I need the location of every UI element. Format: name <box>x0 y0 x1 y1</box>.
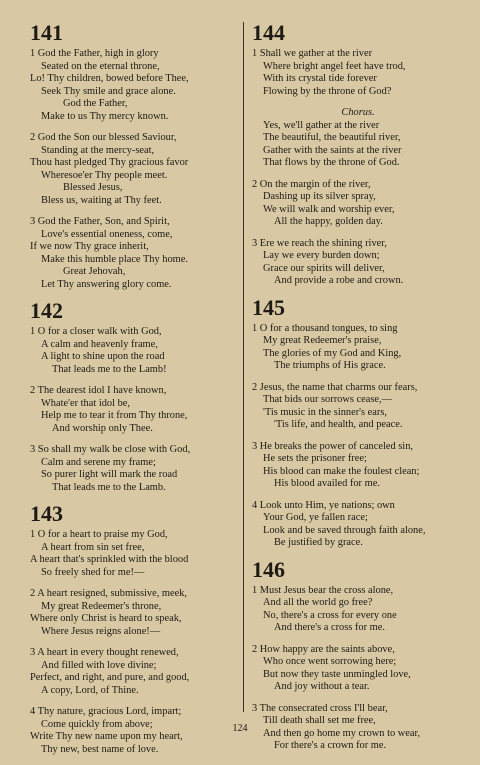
verse-line: Look and be saved through faith alone, <box>263 524 426 536</box>
verse-line: 1 O for a heart to praise my God, <box>30 529 168 540</box>
verse-line: Bless us, waiting at Thy feet. <box>41 194 162 206</box>
verse-line: Yes, we'll gather at the river <box>263 119 380 131</box>
hymn-number: 146 <box>252 556 285 582</box>
hymn <box>252 22 464 288</box>
verse-line: That leads me to the Lamb! <box>52 363 167 375</box>
stanza <box>30 444 242 494</box>
verse-line: 'Tis music in the sinner's ears, <box>263 406 388 418</box>
stanza <box>252 323 464 373</box>
verse-line: The glories of my God and King, <box>263 347 402 359</box>
verse-line: Seek Thy smile and grace alone. <box>41 85 176 97</box>
verse-line: My great Redeemer's throne, <box>41 600 162 612</box>
verse-line: A calm and heavenly frame, <box>41 338 158 350</box>
stanza <box>30 48 242 123</box>
verse-line: Till death shall set me free, <box>263 715 376 726</box>
verse-line: Calm and serene my frame; <box>41 456 156 468</box>
verse-line: That leads me to the Lamb. <box>52 481 166 493</box>
verse-line: Flowing by the throne of God? <box>263 85 392 97</box>
verse-line: And provide a robe and crown. <box>274 275 404 286</box>
verse-line: Your God, ye fallen race; <box>263 512 368 523</box>
verse-line: 2 The dearest idol I have known, <box>30 385 167 396</box>
verse-line: 3 Ere we reach the shining river, <box>252 237 387 249</box>
hymn-number: 142 <box>30 298 63 323</box>
verse-line: Come quickly from above; <box>41 718 153 730</box>
verse-line: Gather with the saints at the river <box>263 144 402 156</box>
verse-line: 1 Shall we gather at the river <box>252 48 373 59</box>
stanza <box>30 385 242 435</box>
verse-line: All the happy, golden day. <box>274 216 383 227</box>
verse-line: 'Tis life, and health, and peace. <box>274 419 403 430</box>
stanza <box>252 644 464 694</box>
verse-line: 3 God the Father, Son, and Spirit, <box>30 216 170 227</box>
verse-line: Great Jehovah, <box>63 266 126 277</box>
left-column <box>30 22 242 765</box>
hymn-number: 143 <box>30 501 63 526</box>
verse-line: 2 How happy are the saints above, <box>252 643 395 655</box>
verse-line: For there's a crown for me. <box>274 740 387 751</box>
stanza <box>252 179 464 229</box>
verse-line: Write Thy new name upon my heart, <box>30 731 183 742</box>
hymn <box>252 294 464 550</box>
verse-line: Who once went sorrowing here; <box>263 656 397 667</box>
verse-line: Blessed Jesus, <box>63 182 123 193</box>
verse-line: That flows by the throne of God. <box>263 157 400 168</box>
hymn <box>30 503 242 756</box>
stanza <box>30 216 242 291</box>
verse-line: 2 On the margin of the river, <box>252 178 371 190</box>
verse-line: So purer light will mark the road <box>41 469 178 480</box>
verse-line: And there's a cross for me. <box>274 622 385 633</box>
stanza <box>30 588 242 638</box>
verse-line: Let Thy answering glory come. <box>41 278 172 290</box>
verse-line: Where bright angel feet have trod, <box>263 60 406 72</box>
verse-line: 4 Look unto Him, ye nations; own <box>252 499 395 511</box>
verse-line: 1 O for a thousand tongues, to sing <box>252 322 398 334</box>
verse-line: A heart from sin set free, <box>41 541 145 553</box>
verse-line: 1 God the Father, high in glory <box>30 48 159 59</box>
verse-line: A heart that's sprinkled with the blood <box>30 554 189 565</box>
verse-line: His blood can make the foulest clean; <box>263 465 420 477</box>
verse-line: Make this humble place Thy home. <box>41 253 188 265</box>
stanza <box>30 326 242 376</box>
verse-line: 2 God the Son our blessed Saviour, <box>30 132 177 143</box>
verse-line: Grace our spirits will deliver, <box>263 262 385 274</box>
verse-line: 3 So shall my walk be close with God, <box>30 444 191 455</box>
verse-line: Standing at the mercy-seat, <box>41 144 155 156</box>
verse-line: God the Father, <box>63 98 128 109</box>
verse-line: And all the world go free? <box>263 597 373 608</box>
stanza <box>252 48 464 98</box>
verse-line: And joy without a tear. <box>274 681 370 692</box>
verse-line: Dashing up its silver spray, <box>263 191 376 202</box>
verse-line: But now they taste unmingled love, <box>263 668 411 680</box>
verse-line: Where Jesus reigns alone!— <box>41 625 161 637</box>
verse-line: That bids our sorrows cease,— <box>263 394 392 405</box>
verse-line: 1 O for a closer walk with God, <box>30 326 162 337</box>
verse-line: Wheresoe'er Thy people meet. <box>41 169 168 181</box>
right-column <box>252 22 464 762</box>
verse-line: Thy new, best name of love. <box>41 743 159 755</box>
chorus <box>252 107 464 170</box>
verse-line: Love's essential oneness, come, <box>41 228 173 240</box>
verse-line: His blood availed for me. <box>274 478 380 489</box>
verse-line: And filled with love divine; <box>41 659 157 671</box>
verse-line: Help me to tear it from Thy throne, <box>41 410 188 421</box>
verse-line: And then go home my crown to wear, <box>263 727 421 739</box>
verse-line: He sets the prisoner free; <box>263 453 367 464</box>
hymn-number: 144 <box>252 20 285 45</box>
verse-line: Lo! Thy children, bowed before Thee, <box>30 73 189 84</box>
verse-line: Where only Christ is heard to speak, <box>30 613 182 624</box>
stanza <box>252 382 464 432</box>
verse-line: So freely shed for me!— <box>41 566 145 578</box>
verse-line: 4 Thy nature, gracious Lord, impart; <box>30 706 182 717</box>
hymn-number: 141 <box>30 20 63 45</box>
verse-line: We will walk and worship ever, <box>263 203 395 215</box>
verse-line: The beautiful, the beautiful river, <box>263 132 401 143</box>
stanza <box>30 529 242 579</box>
stanza <box>252 238 464 288</box>
chorus-label: Chorus. <box>341 107 375 118</box>
verse-line: 3 The consecrated cross I'll bear, <box>252 702 388 714</box>
verse-line: A light to shine upon the road <box>41 351 165 362</box>
stanza <box>252 585 464 635</box>
verse-line: No, there's a cross for every one <box>263 609 397 621</box>
verse-line: Be justified by grace. <box>274 537 363 548</box>
stanza <box>30 132 242 207</box>
verse-line: 2 Jesus, the name that charms our fears, <box>252 381 418 393</box>
verse-line: And worship only Thee. <box>52 422 153 434</box>
verse-line: Perfect, and right, and pure, and good, <box>30 672 190 683</box>
verse-line: Whate'er that idol be, <box>41 397 131 409</box>
verse-line: A copy, Lord, of Thine. <box>41 684 139 696</box>
verse-line: With its crystal tide forever <box>263 73 377 84</box>
hymn <box>30 300 242 494</box>
verse-line: Lay we every burden down; <box>263 250 380 261</box>
verse-line: Make to us Thy mercy known. <box>41 110 169 122</box>
stanza <box>252 500 464 550</box>
verse-line: If we now Thy grace inherit, <box>30 241 149 252</box>
verse-line: My great Redeemer's praise, <box>263 335 382 346</box>
verse-line: The triumphs of His grace. <box>274 360 386 371</box>
verse-line: 3 He breaks the power of canceled sin, <box>252 440 413 452</box>
verse-line: Seated on the eternal throne, <box>41 60 160 72</box>
verse-line: 1 Must Jesus bear the cross alone, <box>252 584 394 596</box>
verse-line: 2 A heart resigned, submissive, meek, <box>30 588 187 599</box>
hymn-number: 145 <box>252 294 285 320</box>
column-divider <box>243 22 244 712</box>
page-number: 124 <box>232 723 248 734</box>
verse-line: Thou hast pledged Thy gracious favor <box>30 157 189 168</box>
stanza <box>30 647 242 697</box>
verse-line: 3 A heart in every thought renewed, <box>30 647 179 658</box>
stanza <box>252 441 464 491</box>
hymn <box>30 22 242 291</box>
